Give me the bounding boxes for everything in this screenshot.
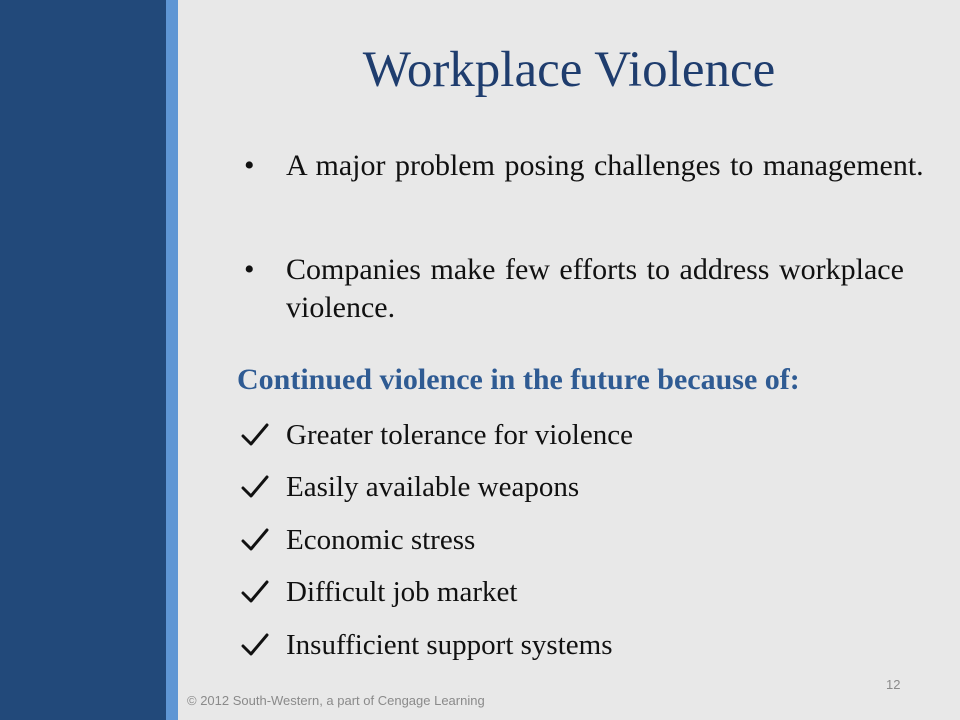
checkmark-icon [240, 420, 270, 450]
left-accent-stripe [166, 0, 178, 720]
copyright-footer: © 2012 South-Western, a part of Cengage Learning [187, 693, 485, 708]
checkmark-icon [240, 525, 270, 555]
bullet-text: Companies make few efforts to address workplace violence. [286, 253, 904, 324]
checkmark-icon [240, 577, 270, 607]
checkmark-icon [240, 630, 270, 660]
slide-number: 12 [886, 677, 901, 692]
bullet-icon: • [244, 149, 255, 182]
reason-item: Insufficient support systems [286, 629, 613, 661]
bullet-icon: • [244, 253, 255, 286]
reason-item: Difficult job market [286, 576, 518, 608]
checkmark-icon [240, 472, 270, 502]
subheading: Continued violence in the future because of: [237, 363, 800, 396]
bullet-text: A major problem posing challenges to management. [286, 149, 924, 182]
slide-title: Workplace Violence [362, 42, 776, 98]
reason-item: Economic stress [286, 524, 476, 556]
left-accent-bar [0, 0, 166, 720]
reason-item: Easily available weapons [286, 471, 580, 503]
reason-item: Greater tolerance for violence [286, 419, 633, 451]
